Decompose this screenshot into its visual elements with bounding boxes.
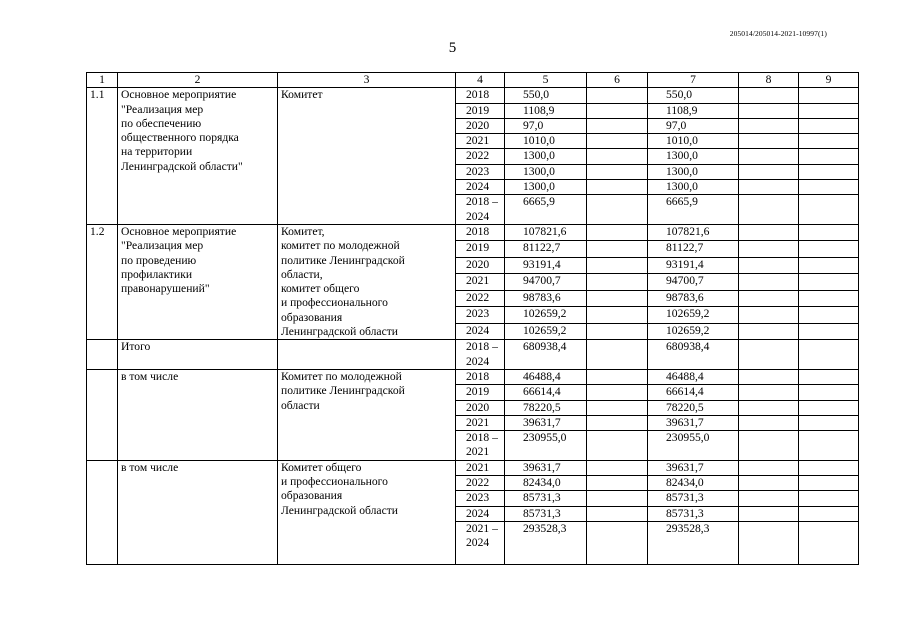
item-number: 1.2 bbox=[87, 224, 118, 339]
item-name: в том числе bbox=[118, 369, 278, 460]
year-cell: 2021 bbox=[456, 460, 505, 475]
value-col7: 78220,5 bbox=[648, 400, 739, 415]
item-number bbox=[87, 460, 118, 564]
value-col6 bbox=[587, 491, 648, 506]
value-col8 bbox=[739, 506, 799, 521]
value-col5: 97,0 bbox=[505, 118, 587, 133]
year-cell-line: 2021 – bbox=[466, 521, 498, 535]
value-col7: 46488,4 bbox=[648, 369, 739, 384]
executor-cell-line: области bbox=[281, 398, 320, 412]
value-col5: 1300,0 bbox=[505, 164, 587, 179]
value-col9 bbox=[799, 415, 859, 430]
value-col8 bbox=[739, 415, 799, 430]
year-cell-line: 2018 – bbox=[466, 340, 498, 354]
item-name-line: правонарушений" bbox=[121, 282, 210, 296]
value-col8 bbox=[739, 431, 799, 461]
table-row bbox=[87, 369, 859, 384]
value-col6 bbox=[587, 506, 648, 521]
value-col8 bbox=[739, 476, 799, 491]
value-col9 bbox=[799, 103, 859, 118]
item-name bbox=[118, 88, 278, 225]
value-col7: 680938,4 bbox=[648, 340, 739, 370]
value-col8 bbox=[739, 134, 799, 149]
header-cell: 6 bbox=[587, 73, 648, 88]
item-name bbox=[118, 224, 278, 339]
item-number bbox=[87, 340, 118, 370]
executor-cell-line: политике Ленинградской bbox=[281, 253, 405, 267]
item-name-line: по проведению bbox=[121, 253, 197, 267]
value-col6 bbox=[587, 274, 648, 290]
total-row bbox=[87, 340, 859, 370]
value-col8 bbox=[739, 521, 799, 564]
value-col5: 46488,4 bbox=[505, 369, 587, 384]
value-col9 bbox=[799, 431, 859, 461]
value-col6 bbox=[587, 195, 648, 225]
value-col9 bbox=[799, 118, 859, 133]
value-col7: 6665,9 bbox=[648, 195, 739, 225]
year-cell: 2021 bbox=[456, 274, 505, 290]
value-col6 bbox=[587, 340, 648, 370]
value-col7: 1300,0 bbox=[648, 164, 739, 179]
value-col8 bbox=[739, 164, 799, 179]
value-col7: 102659,2 bbox=[648, 323, 739, 340]
value-col7: 1300,0 bbox=[648, 149, 739, 164]
value-col6 bbox=[587, 415, 648, 430]
year-cell-line: 2021 bbox=[466, 445, 490, 459]
year-cell: 2018 bbox=[456, 369, 505, 384]
value-col7: 230955,0 bbox=[648, 431, 739, 461]
item-name-line: "Реализация мер bbox=[121, 102, 204, 116]
value-col6 bbox=[587, 385, 648, 400]
year-cell: 2019 bbox=[456, 385, 505, 400]
value-col6 bbox=[587, 103, 648, 118]
page-number: 5 bbox=[448, 40, 457, 56]
value-col8 bbox=[739, 290, 799, 306]
value-col9 bbox=[799, 460, 859, 475]
value-col6 bbox=[587, 521, 648, 564]
item-name-line: Основное мероприятие bbox=[121, 224, 237, 238]
year-cell: 2018 bbox=[456, 224, 505, 240]
value-col8 bbox=[739, 257, 799, 273]
value-col5: 81122,7 bbox=[505, 241, 587, 257]
value-col8 bbox=[739, 274, 799, 290]
executor-cell-line: Комитет bbox=[281, 88, 323, 102]
value-col6 bbox=[587, 323, 648, 340]
year-cell: 2019 bbox=[456, 241, 505, 257]
executor-cell bbox=[278, 460, 456, 564]
year-cell-line: 2024 bbox=[466, 536, 490, 550]
value-col8 bbox=[739, 88, 799, 103]
year-cell: 2020 bbox=[456, 257, 505, 273]
value-col5: 550,0 bbox=[505, 88, 587, 103]
year-cell: 2024 bbox=[456, 323, 505, 340]
value-col5: 93191,4 bbox=[505, 257, 587, 273]
value-col5: 66614,4 bbox=[505, 385, 587, 400]
value-col5: 94700,7 bbox=[505, 274, 587, 290]
item-name-line: на территории bbox=[121, 145, 193, 159]
item-name-line: Ленинградской области" bbox=[121, 159, 243, 173]
value-col7: 85731,3 bbox=[648, 506, 739, 521]
executor-cell-line: Ленинградской области bbox=[281, 503, 398, 517]
item-number: 1.1 bbox=[87, 88, 118, 225]
year-cell: 2024 bbox=[456, 506, 505, 521]
header-cell: 8 bbox=[739, 73, 799, 88]
value-col6 bbox=[587, 257, 648, 273]
value-col6 bbox=[587, 164, 648, 179]
value-col5: 1010,0 bbox=[505, 134, 587, 149]
value-col5: 680938,4 bbox=[505, 340, 587, 370]
header-cell: 1 bbox=[87, 73, 118, 88]
executor-cell-line: Комитет, bbox=[281, 224, 325, 238]
year-cell bbox=[456, 431, 505, 461]
header-cell: 3 bbox=[278, 73, 456, 88]
value-col7: 66614,4 bbox=[648, 385, 739, 400]
value-col6 bbox=[587, 224, 648, 240]
value-col5: 39631,7 bbox=[505, 460, 587, 475]
program-table bbox=[86, 72, 859, 565]
value-col7: 1010,0 bbox=[648, 134, 739, 149]
year-cell: 2022 bbox=[456, 149, 505, 164]
value-col9 bbox=[799, 385, 859, 400]
value-col9 bbox=[799, 180, 859, 195]
value-col6 bbox=[587, 431, 648, 461]
value-col5: 102659,2 bbox=[505, 323, 587, 340]
value-col8 bbox=[739, 460, 799, 475]
item-name-line: профилактики bbox=[121, 267, 193, 281]
value-col9 bbox=[799, 195, 859, 225]
year-cell: 2019 bbox=[456, 103, 505, 118]
value-col5: 1300,0 bbox=[505, 180, 587, 195]
value-col5: 230955,0 bbox=[505, 431, 587, 461]
executor-cell-line: Комитет по молодежной bbox=[281, 369, 402, 383]
header-cell: 9 bbox=[799, 73, 859, 88]
year-cell: 2020 bbox=[456, 400, 505, 415]
executor-cell bbox=[278, 340, 456, 370]
value-col8 bbox=[739, 323, 799, 340]
item-name-line: "Реализация мер bbox=[121, 239, 204, 253]
value-col9 bbox=[799, 506, 859, 521]
table-row bbox=[87, 88, 859, 103]
value-col9 bbox=[799, 164, 859, 179]
year-cell-line: 2018 – bbox=[466, 431, 498, 445]
value-col9 bbox=[799, 224, 859, 240]
year-cell: 2022 bbox=[456, 290, 505, 306]
value-col5: 1108,9 bbox=[505, 103, 587, 118]
item-name-line: Основное мероприятие bbox=[121, 88, 237, 102]
value-col7: 81122,7 bbox=[648, 241, 739, 257]
value-col8 bbox=[739, 307, 799, 323]
value-col9 bbox=[799, 340, 859, 370]
value-col7: 1300,0 bbox=[648, 180, 739, 195]
value-col9 bbox=[799, 400, 859, 415]
executor-cell-line: и профессионального bbox=[281, 296, 388, 310]
value-col9 bbox=[799, 241, 859, 257]
table-row bbox=[87, 460, 859, 475]
value-col8 bbox=[739, 491, 799, 506]
value-col7: 94700,7 bbox=[648, 274, 739, 290]
value-col6 bbox=[587, 241, 648, 257]
value-col7: 93191,4 bbox=[648, 257, 739, 273]
value-col9 bbox=[799, 149, 859, 164]
year-cell: 2024 bbox=[456, 180, 505, 195]
year-cell-line: 2024 bbox=[466, 354, 490, 368]
year-cell: 2023 bbox=[456, 307, 505, 323]
year-cell: 2022 bbox=[456, 476, 505, 491]
executor-cell-line: политике Ленинградской bbox=[281, 384, 405, 398]
item-number bbox=[87, 369, 118, 460]
value-col5: 85731,3 bbox=[505, 491, 587, 506]
value-col5: 85731,3 bbox=[505, 506, 587, 521]
total-label: Итого bbox=[118, 340, 278, 370]
header-cell: 2 bbox=[118, 73, 278, 88]
year-cell: 2023 bbox=[456, 164, 505, 179]
value-col6 bbox=[587, 88, 648, 103]
executor-cell-line: комитет общего bbox=[281, 282, 360, 296]
executor-cell bbox=[278, 88, 456, 225]
year-cell bbox=[456, 340, 505, 370]
executor-cell-line: образования bbox=[281, 310, 343, 324]
value-col6 bbox=[587, 476, 648, 491]
value-col6 bbox=[587, 180, 648, 195]
item-name-line: общественного порядка bbox=[121, 131, 239, 145]
header-cell: 5 bbox=[505, 73, 587, 88]
value-col5: 107821,6 bbox=[505, 224, 587, 240]
value-col7: 1108,9 bbox=[648, 103, 739, 118]
value-col9 bbox=[799, 476, 859, 491]
value-col5: 98783,6 bbox=[505, 290, 587, 306]
year-cell-line: 2024 bbox=[466, 209, 490, 223]
value-col6 bbox=[587, 290, 648, 306]
item-name: в том числе bbox=[118, 460, 278, 564]
year-cell bbox=[456, 195, 505, 225]
year-cell: 2023 bbox=[456, 491, 505, 506]
document-id: 205014/205014-2021-10997(1) bbox=[729, 29, 827, 38]
value-col8 bbox=[739, 103, 799, 118]
year-cell: 2020 bbox=[456, 118, 505, 133]
table-row bbox=[87, 224, 859, 240]
value-col5: 293528,3 bbox=[505, 521, 587, 564]
value-col8 bbox=[739, 118, 799, 133]
value-col8 bbox=[739, 241, 799, 257]
header-cell: 4 bbox=[456, 73, 505, 88]
value-col7: 85731,3 bbox=[648, 491, 739, 506]
executor-cell-line: Ленинградской области bbox=[281, 325, 398, 339]
value-col5: 39631,7 bbox=[505, 415, 587, 430]
value-col6 bbox=[587, 134, 648, 149]
value-col6 bbox=[587, 118, 648, 133]
value-col9 bbox=[799, 274, 859, 290]
executor-cell bbox=[278, 369, 456, 460]
year-cell bbox=[456, 521, 505, 564]
year-cell: 2021 bbox=[456, 134, 505, 149]
value-col6 bbox=[587, 369, 648, 384]
value-col9 bbox=[799, 323, 859, 340]
executor-cell-line: комитет по молодежной bbox=[281, 239, 400, 253]
value-col9 bbox=[799, 134, 859, 149]
executor-cell-line: области, bbox=[281, 267, 323, 281]
executor-cell-line: Комитет общего bbox=[281, 460, 362, 474]
value-col7: 550,0 bbox=[648, 88, 739, 103]
year-cell-line: 2018 – bbox=[466, 195, 498, 209]
value-col9 bbox=[799, 307, 859, 323]
executor-cell-line: образования bbox=[281, 489, 343, 503]
value-col8 bbox=[739, 180, 799, 195]
value-col8 bbox=[739, 340, 799, 370]
value-col8 bbox=[739, 369, 799, 384]
value-col5: 78220,5 bbox=[505, 400, 587, 415]
value-col9 bbox=[799, 491, 859, 506]
executor-cell bbox=[278, 224, 456, 339]
value-col7: 97,0 bbox=[648, 118, 739, 133]
year-cell: 2021 bbox=[456, 415, 505, 430]
value-col8 bbox=[739, 195, 799, 225]
value-col5: 1300,0 bbox=[505, 149, 587, 164]
table-header-row bbox=[87, 73, 859, 88]
value-col9 bbox=[799, 257, 859, 273]
value-col7: 102659,2 bbox=[648, 307, 739, 323]
item-name-line: по обеспечению bbox=[121, 116, 202, 130]
year-cell: 2018 bbox=[456, 88, 505, 103]
value-col7: 293528,3 bbox=[648, 521, 739, 564]
value-col8 bbox=[739, 149, 799, 164]
value-col7: 82434,0 bbox=[648, 476, 739, 491]
value-col8 bbox=[739, 385, 799, 400]
value-col7: 39631,7 bbox=[648, 460, 739, 475]
value-col9 bbox=[799, 88, 859, 103]
value-col9 bbox=[799, 369, 859, 384]
value-col8 bbox=[739, 224, 799, 240]
value-col6 bbox=[587, 307, 648, 323]
value-col9 bbox=[799, 521, 859, 564]
value-col6 bbox=[587, 149, 648, 164]
value-col8 bbox=[739, 400, 799, 415]
value-col5: 82434,0 bbox=[505, 476, 587, 491]
executor-cell-line: и профессионального bbox=[281, 475, 388, 489]
value-col6 bbox=[587, 460, 648, 475]
value-col5: 6665,9 bbox=[505, 195, 587, 225]
value-col7: 107821,6 bbox=[648, 224, 739, 240]
value-col9 bbox=[799, 290, 859, 306]
value-col6 bbox=[587, 400, 648, 415]
value-col5: 102659,2 bbox=[505, 307, 587, 323]
header-cell: 7 bbox=[648, 73, 739, 88]
value-col7: 39631,7 bbox=[648, 415, 739, 430]
value-col7: 98783,6 bbox=[648, 290, 739, 306]
